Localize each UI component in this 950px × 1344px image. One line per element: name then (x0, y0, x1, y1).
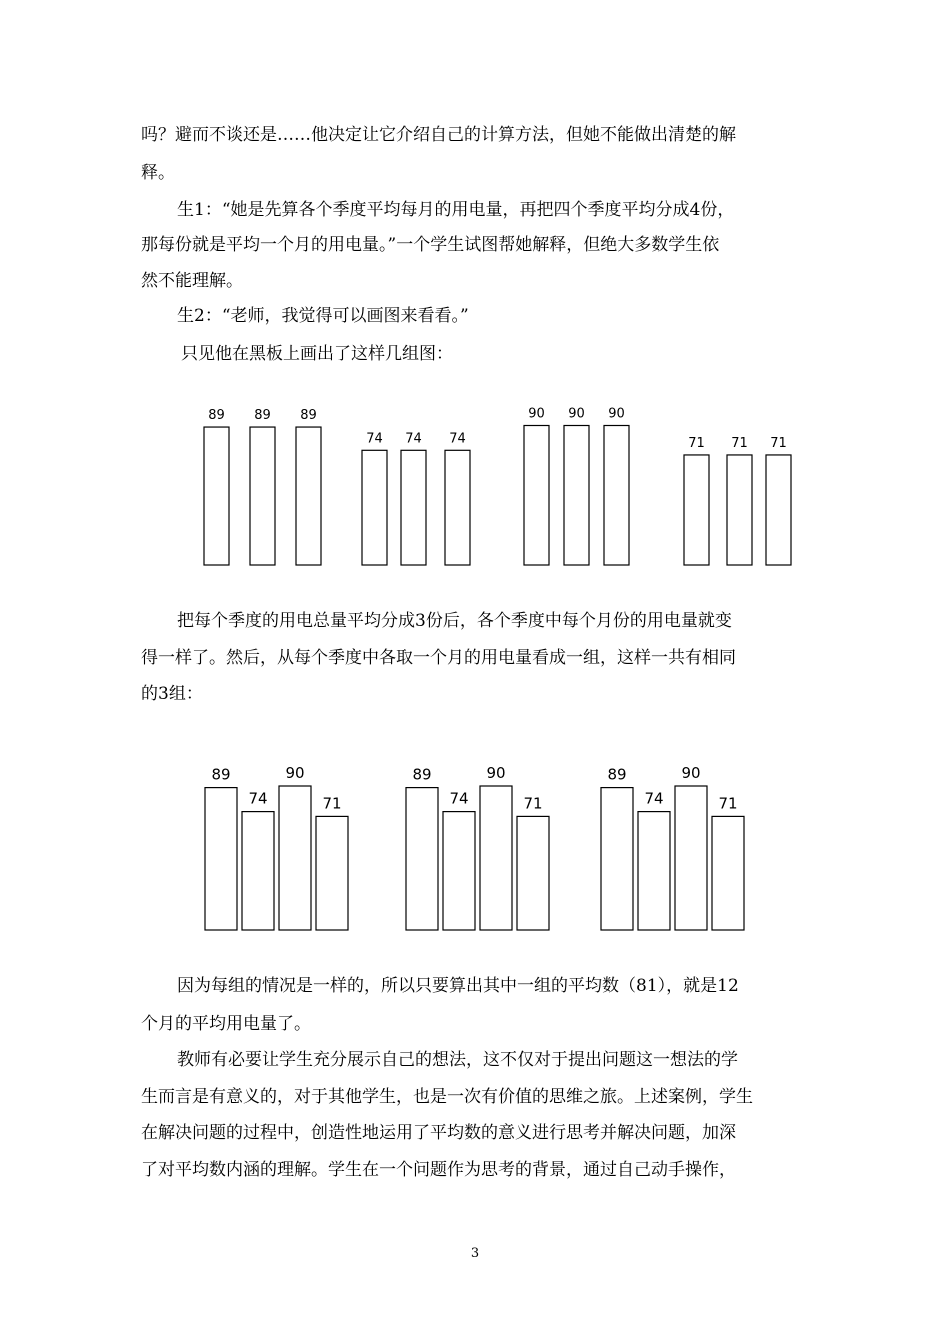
paragraph-line: 的3组： (141, 684, 203, 704)
chart1-bar-2 (296, 427, 321, 565)
chart2-bar-3 (316, 816, 348, 930)
chart1-data-label-10: 71 (731, 435, 748, 451)
chart1-bar-11 (766, 455, 791, 565)
chart2-bar-5 (443, 812, 475, 930)
chart1-data-label-0: 89 (208, 408, 225, 424)
chart2-data-label-7: 71 (523, 794, 543, 813)
bar-chart-three-groups (0, 752, 950, 937)
chart2-data-label-10: 90 (681, 764, 701, 782)
chart2-data-label-3: 71 (322, 794, 342, 813)
paragraph-line: 那每份就是平均一个月的用电量。”一个学生试图帮她解释，但绝大多数学生依 (141, 235, 720, 255)
paragraph-line: 吗？避而不谈还是……他决定让它介绍自己的计算方法，但她不能做出清楚的解 (141, 125, 736, 145)
paragraph-line: 个月的平均用电量了。 (141, 1014, 311, 1034)
chart1-bar-5 (445, 450, 470, 565)
chart2-data-label-4: 89 (412, 765, 432, 784)
paragraph-line: 生而言是有意义的，对于其他学生，也是一次有价值的思维之旅。上述案例，学生 (141, 1087, 753, 1107)
chart1-data-label-1: 89 (254, 408, 271, 424)
chart2-bar-2 (279, 786, 311, 930)
paragraph-line: 生2：“老师，我觉得可以画图来看看。” (177, 306, 469, 326)
chart1-data-label-2: 89 (300, 408, 317, 424)
chart1-bar-9 (684, 455, 709, 565)
chart2-bar-8 (601, 788, 633, 930)
chart2-bar-0 (205, 788, 237, 930)
paragraph-line: 然不能理解。 (141, 271, 243, 291)
chart2-bar-6 (480, 786, 512, 930)
chart1-bar-6 (524, 426, 549, 566)
chart2-data-label-5: 74 (449, 789, 469, 808)
chart2-data-label-0: 89 (211, 765, 231, 784)
paragraph-line: 因为每组的情况是一样的，所以只要算出其中一组的平均数（81），就是12 (177, 976, 739, 996)
chart2-data-label-2: 90 (285, 764, 305, 782)
chart1-bar-7 (564, 426, 589, 566)
chart1-data-label-8: 90 (608, 406, 625, 422)
chart2-data-label-11: 71 (718, 794, 738, 813)
chart1-data-label-7: 90 (568, 406, 585, 422)
chart1-bar-0 (204, 427, 229, 565)
paragraph-line: 生1：“她是先算各个季度平均每月的用电量，再把四个季度平均分成4份， (177, 200, 735, 220)
chart1-bar-3 (362, 450, 387, 565)
bar-chart-quarters-split (0, 400, 950, 570)
chart2-bar-4 (406, 788, 438, 930)
paragraph-line: 得一样了。然后，从每个季度中各取一个月的用电量看成一组，这样一共有相同 (141, 648, 736, 668)
chart1-data-label-6: 90 (528, 406, 545, 422)
chart1-data-label-9: 71 (688, 435, 705, 451)
chart1-bar-10 (727, 455, 752, 565)
chart2-bar-10 (675, 786, 707, 930)
chart1-data-label-4: 74 (405, 431, 422, 447)
chart2-bar-1 (242, 812, 274, 930)
page-number: 3 (470, 1246, 480, 1261)
chart1-bar-8 (604, 426, 629, 566)
chart1-data-label-5: 74 (449, 431, 466, 447)
chart1-bar-1 (250, 427, 275, 565)
chart2-data-label-6: 90 (486, 764, 506, 782)
paragraph-line: 教师有必要让学生充分展示自己的想法，这不仅对于提出问题这一想法的学 (177, 1050, 738, 1070)
paragraph-line: 释。 (141, 163, 175, 183)
paragraph-line: 只见他在黑板上画出了这样几组图： (181, 344, 453, 364)
chart2-data-label-8: 89 (607, 765, 627, 784)
chart1-data-label-3: 74 (366, 431, 383, 447)
paragraph-line: 了对平均数内涵的理解。学生在一个问题作为思考的背景，通过自己动手操作， (141, 1160, 736, 1180)
chart2-bar-11 (712, 816, 744, 930)
paragraph-line: 在解决问题的过程中，创造性地运用了平均数的意义进行思考并解决问题，加深 (141, 1123, 736, 1143)
chart2-data-label-9: 74 (644, 789, 664, 808)
chart2-bar-7 (517, 816, 549, 930)
paragraph-line: 把每个季度的用电总量平均分成3份后，各个季度中每个月份的用电量就变 (177, 611, 732, 631)
chart1-data-label-11: 71 (770, 435, 787, 451)
chart2-data-label-1: 74 (248, 789, 268, 808)
chart2-bar-9 (638, 812, 670, 930)
chart1-bar-4 (401, 450, 426, 565)
